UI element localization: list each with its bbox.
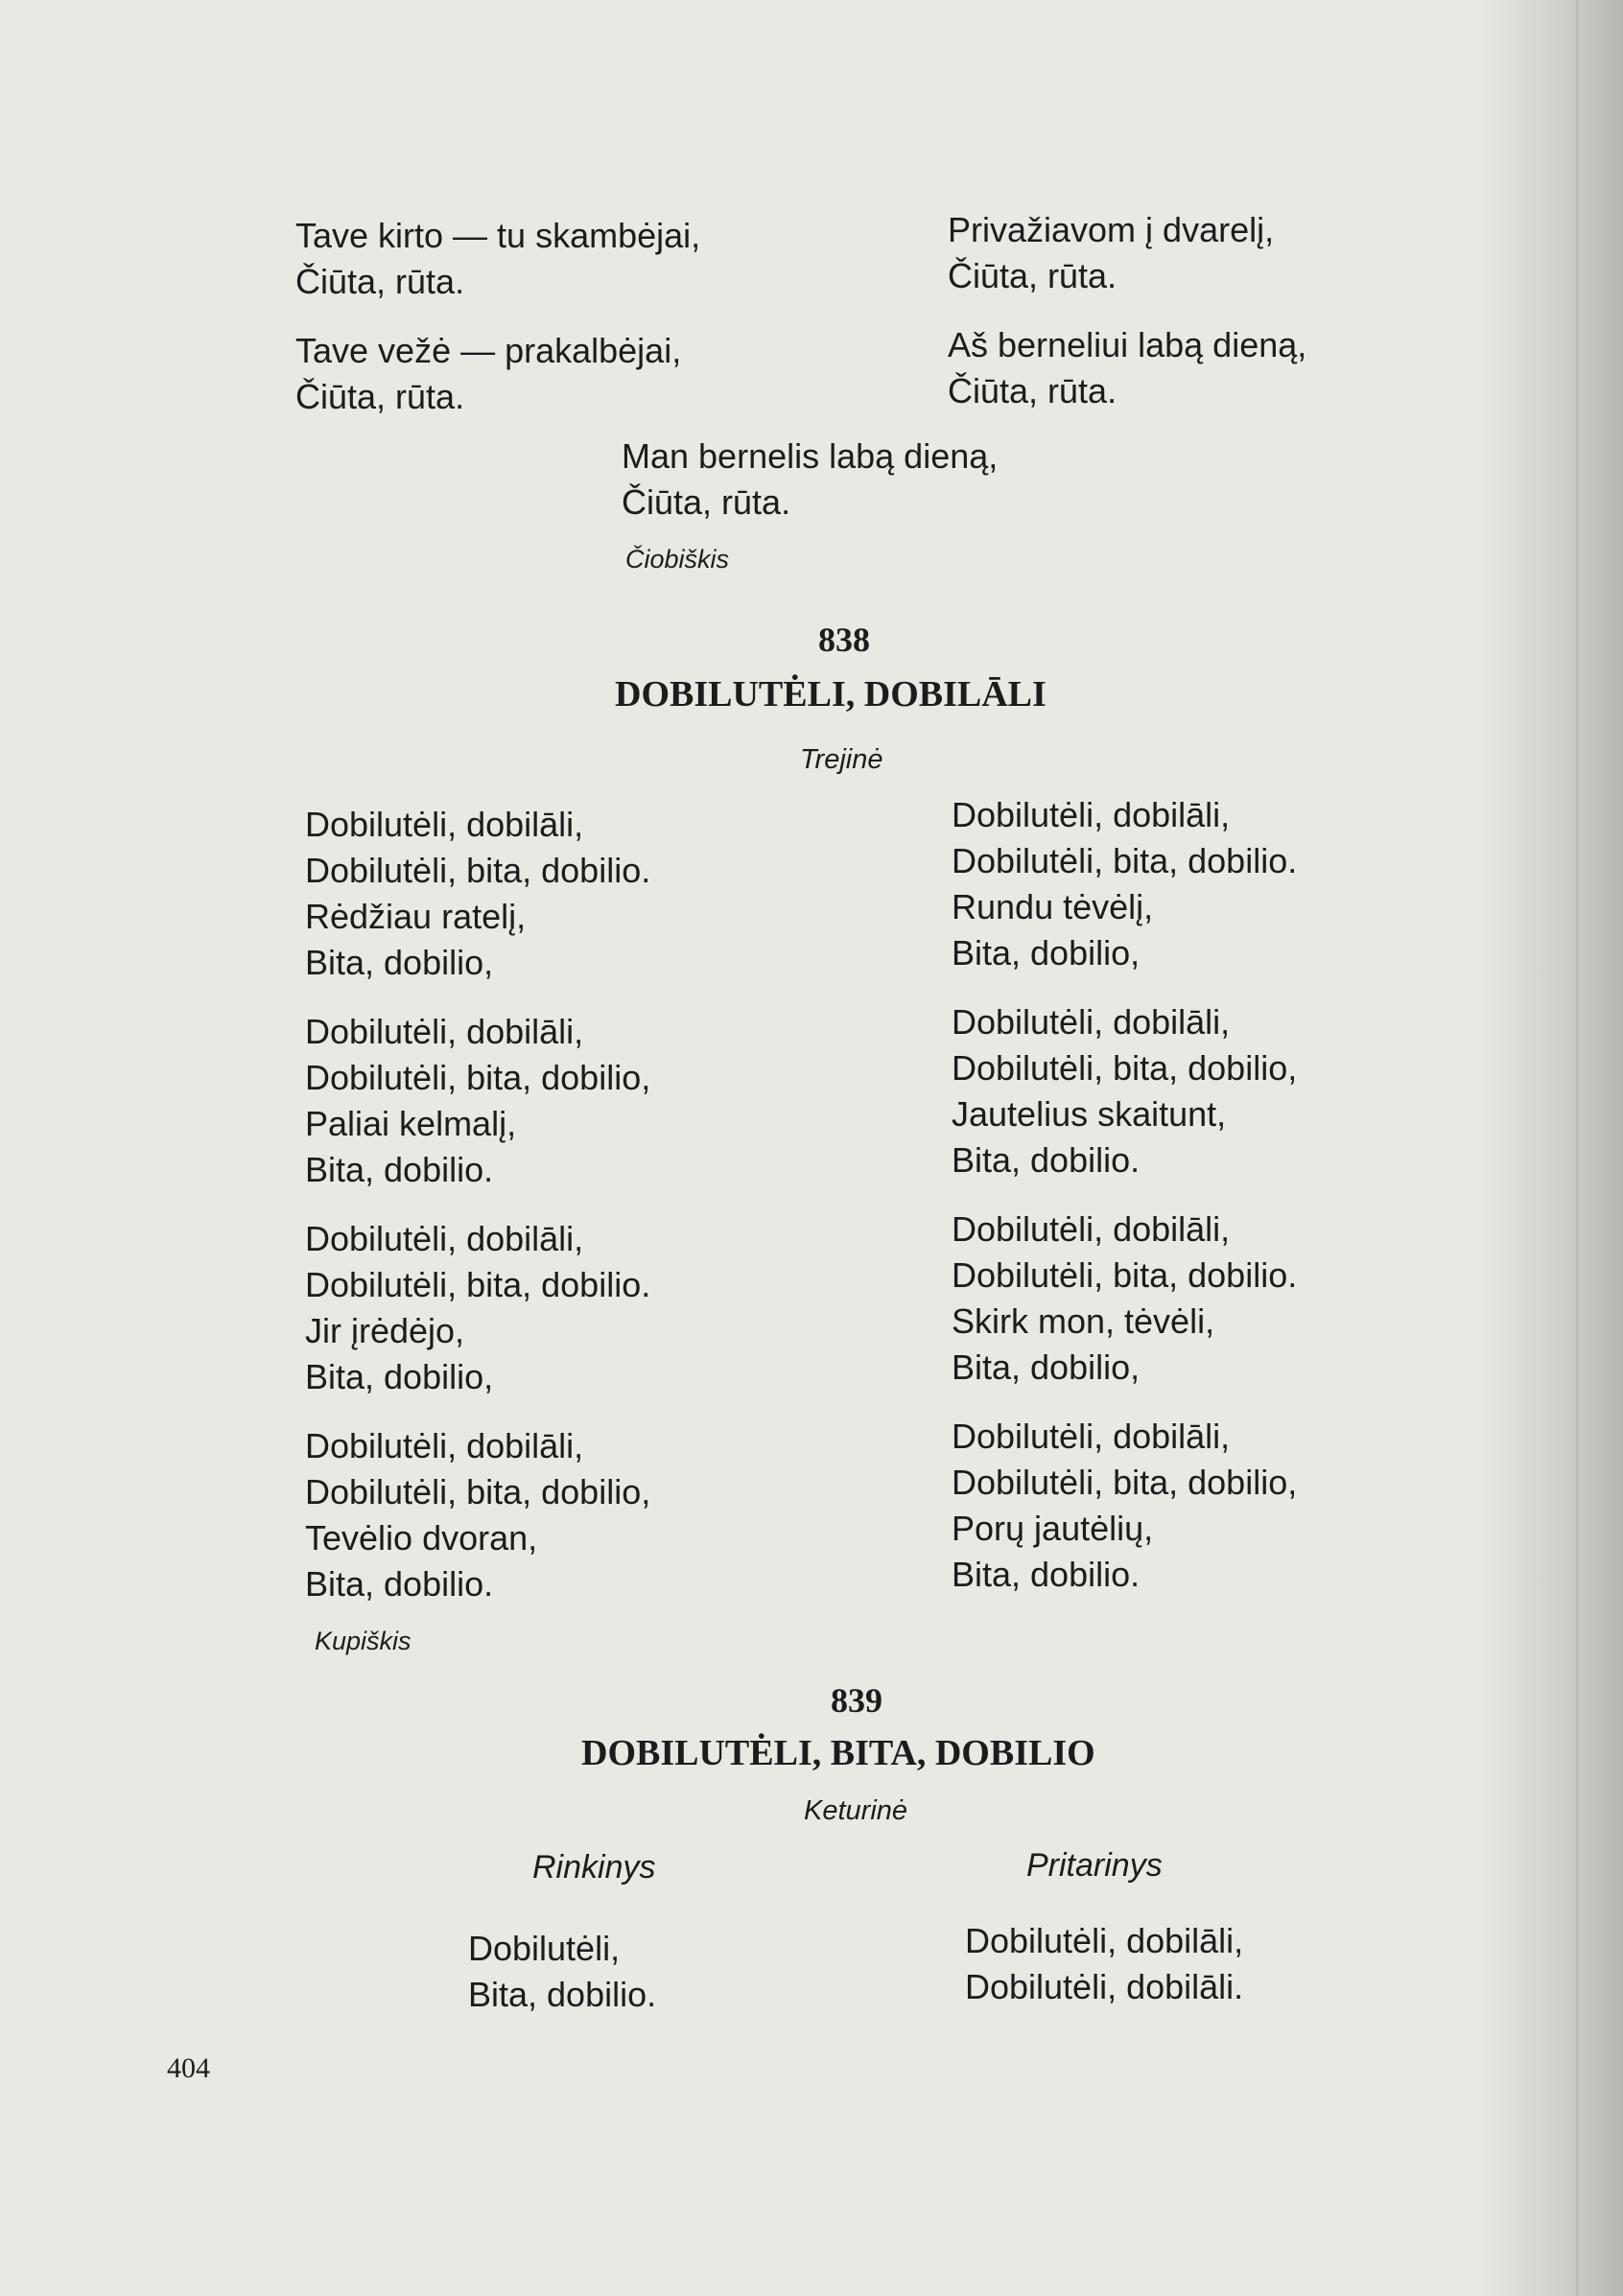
verse-line: Jautelius skaitunt, — [952, 1094, 1227, 1134]
verse-line: Dobilutėli, bita, dobilio, — [952, 1463, 1298, 1502]
verse-line: Aš berneliui labą dieną, — [948, 325, 1307, 364]
verse-line: Dobilutėli, dobilāli, — [952, 1002, 1231, 1042]
verse-line: Čiūta, rūta. — [622, 482, 791, 522]
stanza — [952, 1207, 1297, 1391]
song-number: 839 — [831, 1681, 882, 1720]
stanza — [952, 792, 1297, 976]
stanza — [305, 1423, 650, 1607]
song-number: 838 — [818, 621, 870, 659]
column-heading-left: Rinkinys — [532, 1849, 656, 1886]
verse-line: Bita, dobilio, — [952, 933, 1141, 972]
verse-line: Bita, dobilio. — [952, 1555, 1141, 1594]
stanza — [952, 999, 1297, 1183]
verse-line: Dobilutėli, — [468, 1929, 621, 1968]
verse-line: Čiūta, rūta. — [948, 256, 1117, 295]
top-center-verses — [622, 433, 998, 526]
page-number: 404 — [167, 2052, 210, 2084]
verse-line: Porų jautėlių, — [952, 1509, 1154, 1548]
verse-line: Bita, dobilio. — [305, 1564, 494, 1604]
verse-line: Bita, dobilio, — [305, 943, 494, 982]
verse-line: Tave kirto — tu skambėjai, — [295, 216, 701, 255]
top-right-verses — [948, 207, 1306, 414]
column-heading-right: Pritarinys — [1026, 1847, 1163, 1884]
song-839-left-column — [468, 1926, 656, 2018]
song-title: DOBILUTĖLI, BITA, DOBILIO — [581, 1733, 1095, 1773]
verse-line: Dobilutėli, dobilāli, — [952, 795, 1231, 834]
verse-line: Dobilutėli, dobilāli, — [952, 1417, 1231, 1456]
verse-line: Dobilutėli, bita, dobilio. — [305, 1265, 651, 1304]
top-left-verses — [295, 213, 700, 420]
verse-line: Dobilutėli, dobilāli, — [305, 1012, 584, 1051]
verse-line: Bita, dobilio, — [305, 1357, 494, 1396]
song-title: DOBILUTĖLI, DOBILĀLI — [615, 674, 1047, 715]
verse-line: Dobilutėli, bita, dobilio. — [305, 851, 651, 890]
verse-line: Dobilutėli, bita, dobilio, — [305, 1058, 651, 1097]
verse-line: Privažiavom į dvarelį, — [948, 210, 1275, 249]
song-form: Trejinė — [800, 744, 883, 775]
place-name: Čiobiškis — [625, 545, 730, 574]
verse-line: Jir įrėdėjo, — [305, 1311, 465, 1350]
verse-line: Dobilutėli, bita, dobilio, — [952, 1048, 1298, 1088]
stanza — [305, 802, 650, 986]
verse-line: Man bernelis labą dieną, — [622, 436, 999, 476]
song-838-right-column — [952, 792, 1297, 1598]
verse-line: Paliai kelmalį, — [305, 1104, 517, 1143]
stanza — [305, 1216, 650, 1400]
page-edge-shadow — [1479, 0, 1623, 2296]
verse-line: Dobilutėli, dobilāli. — [965, 1967, 1244, 2006]
verse-line: Tave vežė — prakalbėjai, — [295, 331, 682, 370]
place-name: Kupiškis — [315, 1627, 412, 1655]
verse-line: Dobilutėli, dobilāli, — [965, 1921, 1244, 1960]
verse-line: Dobilutėli, bita, dobilio. — [952, 841, 1298, 880]
stanza — [305, 1009, 650, 1193]
verse-line: Dobilutėli, dobilāli, — [952, 1209, 1231, 1249]
verse-line: Dobilutėli, dobilāli, — [305, 1219, 584, 1258]
verse-line: Dobilutėli, bita, dobilio. — [952, 1255, 1298, 1295]
verse-line: Bita, dobilio, — [952, 1347, 1141, 1387]
song-form: Keturinė — [804, 1795, 908, 1826]
verse-line: Rėdžiau ratelį, — [305, 897, 527, 936]
song-839-right-column — [965, 1918, 1243, 2010]
verse-line: Čiūta, rūta. — [295, 377, 465, 416]
verse-line: Čiūta, rūta. — [295, 262, 465, 301]
verse-line: Rundu tėvėlį, — [952, 887, 1154, 926]
verse-line: Dobilutėli, dobilāli, — [305, 805, 584, 844]
verse-line: Skirk mon, tėvėli, — [952, 1301, 1215, 1341]
verse-line: Bita, dobilio. — [305, 1150, 494, 1189]
book-spine-edge — [1576, 0, 1579, 2296]
verse-line: Bita, dobilio. — [952, 1140, 1141, 1180]
verse-line: Čiūta, rūta. — [948, 371, 1117, 410]
verse-line: Tevėlio dvoran, — [305, 1518, 538, 1558]
verse-line: Bita, dobilio. — [468, 1975, 657, 2014]
verse-line: Dobilutėli, dobilāli, — [305, 1426, 584, 1465]
song-838-left-column — [305, 802, 650, 1607]
stanza — [952, 1414, 1297, 1598]
verse-line: Dobilutėli, bita, dobilio, — [305, 1472, 651, 1511]
